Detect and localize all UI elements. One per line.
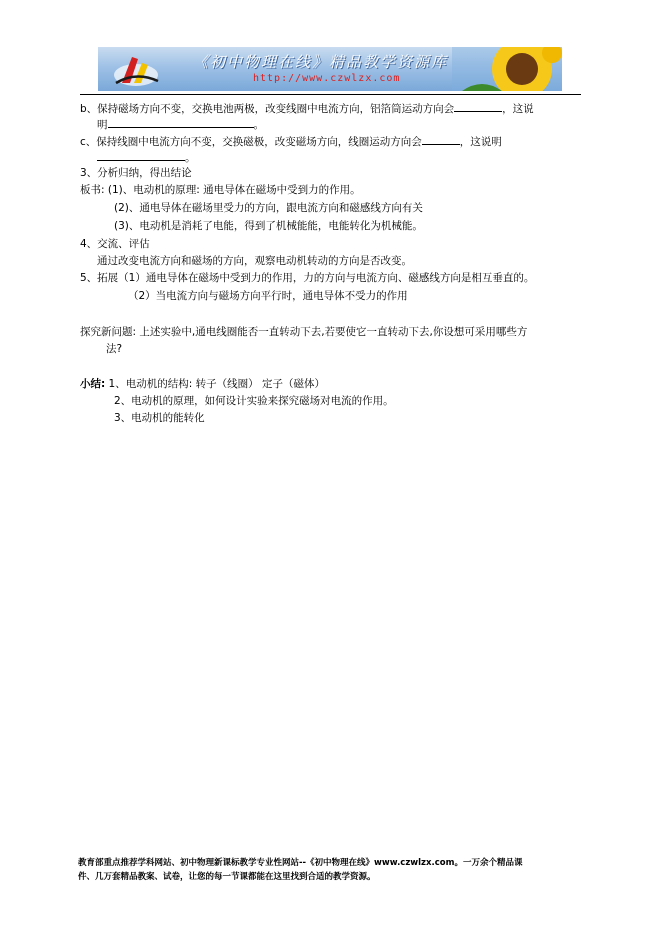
summary-item-2: 2、电动机的原理，如何设计实验来探究磁场对电流的作用。: [114, 395, 394, 407]
item-c-line2: 。: [97, 149, 196, 165]
section-3-heading: 3、分析归纳，得出结论: [80, 167, 192, 179]
sunflower-icon: [452, 47, 562, 91]
summary-line1: [80, 377, 325, 391]
header-rule: [80, 94, 581, 95]
board-note-1: 板书: (1)、电动机的原理: 通电导体在磁场中受到力的作用。: [80, 184, 361, 196]
section-4-text: 通过改变电流方向和磁场的方向，观察电动机转动的方向是否改变。: [97, 255, 412, 267]
site-logo-icon: [108, 49, 164, 89]
item-c-line1: c、保持线圈中电流方向不变，交换磁极，改变磁场方向，线圈运动方向会 ，这说明: [80, 133, 502, 149]
summary-item-3: 3、电动机的能转化: [114, 412, 205, 424]
section-5-line2: （2）当电流方向与磁场方向平行时，通电导体不受力的作用: [128, 290, 408, 302]
board-note-2: (2)、通电导体在磁场里受力的方向，跟电流方向和磁感线方向有关: [114, 202, 423, 214]
section-5-line1: 5、拓展（1）通电导体在磁场中受到力的作用，力的方向与电流方向、磁感线方向是相互垂直的。: [80, 272, 535, 284]
summary-item-1: 1、电动机的结构: 转子（线圈） 定子（磁体）: [108, 378, 325, 390]
footer-line2: 件、几万套精品教案、试卷，让您的每一节课都能在这里找到合适的教学资源。: [78, 872, 376, 882]
explore-question-line2: 法?: [106, 343, 123, 355]
banner-url[interactable]: http://www.czwlzx.com: [253, 73, 401, 84]
item-b-line2: 明 。: [97, 116, 264, 132]
header-banner: [98, 47, 562, 91]
summary-label: 小结:: [80, 378, 106, 390]
footer-line1: 教育部重点推荐学科网站、初中物理新课标教学专业性网站--《初中物理在线》www.czwlzx.com。一万余个精品课: [78, 858, 523, 868]
board-note-3: (3)、电动机是消耗了电能，得到了机械能能，电能转化为机械能。: [114, 220, 423, 232]
item-b-line1: b、保持磁场方向不变，交换电池两极，改变线圈中电流方向，铝箔筒运动方向会 ，这说: [80, 100, 534, 116]
explore-question-line1: 探究新问题: 上述实验中,通电线圈能否一直转动下去,若要使它一直转动下去,你设想可采用哪些方: [80, 326, 528, 338]
section-4-heading: 4、交流、评估: [80, 238, 150, 250]
banner-title: 《初中物理在线》精品教学资源库: [193, 53, 449, 71]
